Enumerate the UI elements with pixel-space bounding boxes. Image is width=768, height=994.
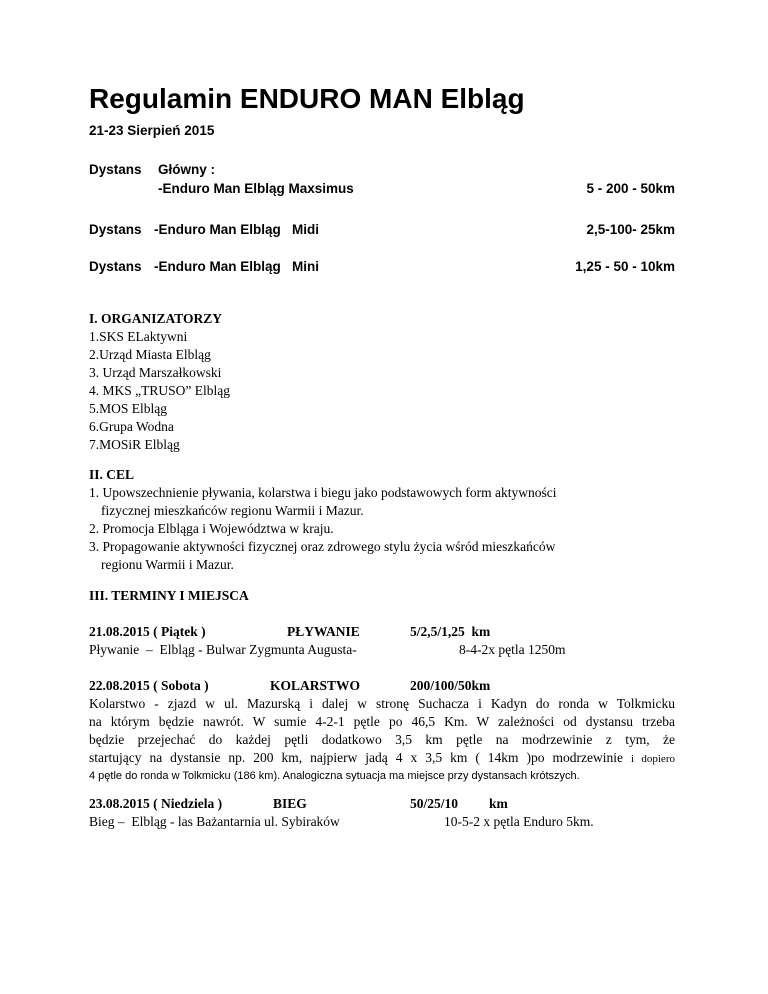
organizer-item: 4. MKS „TRUSO” Elbląg [89, 383, 230, 398]
goal-line: 3. Propagowanie aktywności fizycznej oraz zdrowego stylu życia wśród mieszkańców [89, 539, 556, 554]
run-unit: km [489, 796, 508, 811]
swim-discipline: PŁYWANIE [287, 624, 360, 639]
distance-mini-name: -Enduro Man Elbląg Mini [154, 259, 319, 274]
organizer-item: 2.Urząd Miasta Elbląg [89, 347, 211, 362]
organizer-item: 5.MOS Elbląg [89, 401, 168, 416]
bike-discipline: KOLARSTWO [270, 678, 361, 693]
bike-date: 22.08.2015 ( Sobota ) [89, 678, 209, 693]
distance-label-main: Dystans [89, 162, 142, 177]
organizer-item: 3. Urząd Marszałkowski [89, 365, 222, 380]
distance-label-midi: Dystans [89, 222, 142, 237]
bike-line-4-small: i dopiero [630, 753, 675, 765]
goal-line: fizycznej mieszkańców regionu Warmii i Mazur. [101, 503, 364, 518]
run-laps: 10-5-2 x pętla Enduro 5km. [444, 814, 594, 829]
bike-line-2: na którym będzie nawrót. W sumie 4-2-1 pętle po 46,5 Km. W zależności od dystansu trzeba [89, 714, 675, 729]
bike-distance: 200/100/50km [410, 678, 491, 693]
run-place: Bieg – Elbląg - las Bażantarnia ul. Sybiraków [89, 814, 340, 829]
organizer-item: 6.Grupa Wodna [89, 419, 174, 434]
organizers-heading: I. ORGANIZATORZY [89, 311, 223, 326]
bike-line-4-text: startujący na dystansie np. 200 km, najpierw jadą 4 x 3,5 km ( 14km )po modrzewinie [89, 750, 631, 765]
swim-date: 21.08.2015 ( Piątek ) [89, 624, 206, 639]
organizer-item: 7.MOSiR Elbląg [89, 437, 180, 452]
distance-mini-value: 1,25 - 50 - 10km [575, 259, 675, 274]
bike-line-5: 4 pętle do ronda w Tolkmicku (186 km). Analogiczna sytuacja ma miejsce przy dystansach krótszych. [89, 770, 580, 782]
run-distance: 50/25/10 [410, 796, 459, 811]
page-title: Regulamin ENDURO MAN Elbląg [89, 83, 525, 114]
distance-label-mini: Dystans [89, 259, 142, 274]
bike-line-1 [89, 695, 675, 713]
distance-main-name: Główny : [158, 162, 215, 177]
organizer-item: 1.SKS ELaktywni [89, 329, 188, 344]
run-date: 23.08.2015 ( Niedziela ) [89, 796, 223, 811]
organizers-section [89, 310, 230, 454]
bike-lead: Kolarstwo - [89, 696, 168, 711]
bike-line-4 [89, 749, 675, 767]
swim-place: Pływanie – Elbląg - Bulwar Zygmunta Augusta- [89, 642, 357, 657]
swim-laps: 8-4-2x pętla 1250m [459, 642, 566, 657]
goal-line: 2. Promocja Elbląga i Województwa w kraju. [89, 521, 334, 536]
schedule-heading: III. TERMINY I MIEJSCA [89, 588, 249, 603]
bike-description [89, 695, 675, 785]
distance-midi-name: -Enduro Man Elbląg Midi [154, 222, 319, 237]
distance-maxsimus-value: 5 - 200 - 50km [586, 181, 675, 196]
run-discipline: BIEG [273, 796, 307, 811]
swim-distance: 5/2,5/1,25 km [410, 624, 491, 639]
event-date: 21-23 Sierpień 2015 [89, 123, 215, 138]
bike-line-1-text: zjazd w ul. Mazurską i dalej w stronę Suchacza i Kadyn do ronda w Tolkmicku [167, 696, 675, 711]
bike-line-3: będzie przejechać do każdej pętli dodatkowo 3,5 km pętle na modrzewinie z tym, że [89, 732, 675, 747]
distance-midi-value: 2,5-100- 25km [586, 222, 675, 237]
goal-line: 1. Upowszechnienie pływania, kolarstwa i biegu jako podstawowych form aktywności [89, 485, 557, 500]
goal-line: regionu Warmii i Mazur. [101, 557, 234, 572]
goal-section [89, 466, 557, 574]
distance-maxsimus-name: -Enduro Man Elbląg Maxsimus [158, 181, 354, 196]
goal-heading: II. CEL [89, 467, 135, 482]
